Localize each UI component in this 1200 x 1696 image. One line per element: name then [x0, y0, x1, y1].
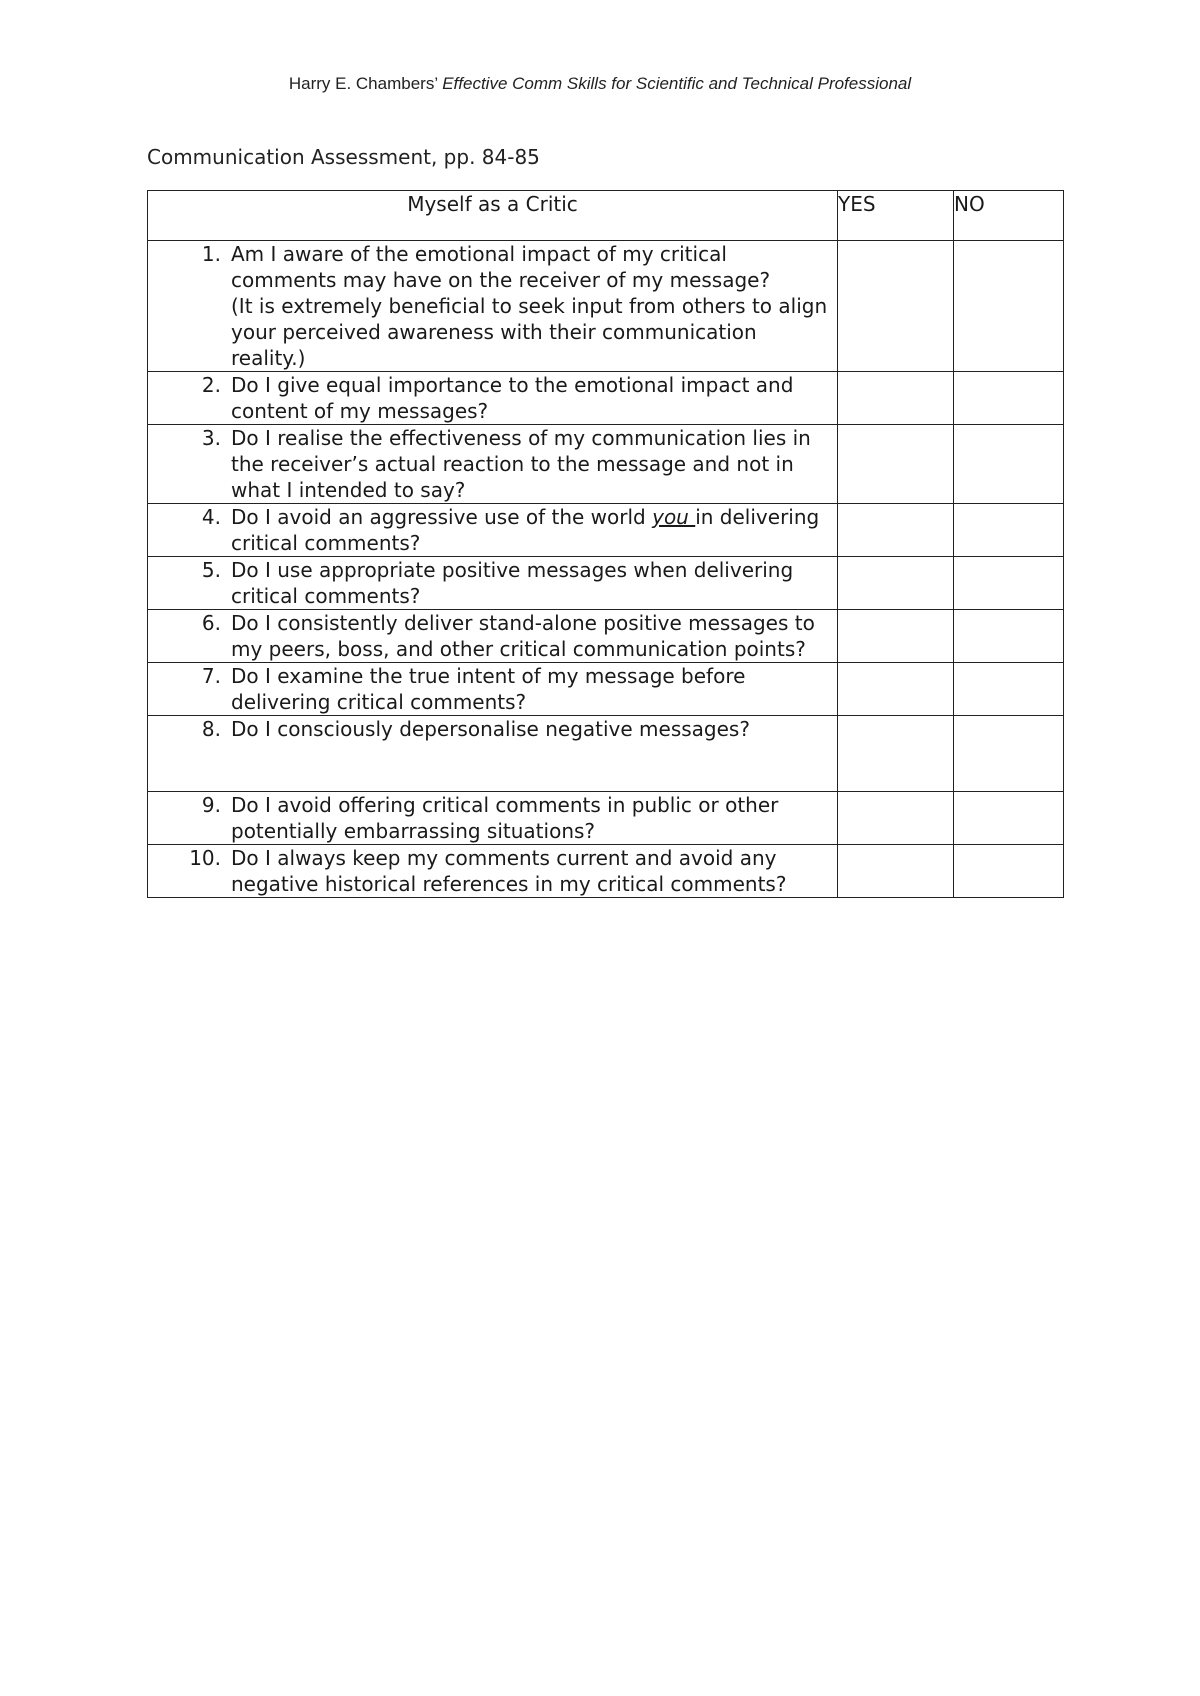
- question-cell: [148, 610, 838, 663]
- question-text: Do I avoid offering critical comments in public or other potentially embarrassing situations?: [231, 793, 779, 843]
- question-text: Do I give equal importance to the emotional impact and content of my messages?: [231, 373, 794, 423]
- table-header-row: [148, 191, 1064, 241]
- question-note: (It is extremely beneficial to seek input from others to align your perceived awareness with their communication reality.): [231, 294, 828, 370]
- yes-answer-cell[interactable]: [838, 241, 954, 372]
- no-answer-cell[interactable]: [954, 792, 1064, 845]
- question-text: Am I aware of the emotional impact of my critical comments may have on the receiver of my message?: [231, 242, 771, 292]
- question-cell: [148, 663, 838, 716]
- no-answer-cell[interactable]: [954, 716, 1064, 792]
- table-row: [148, 716, 1064, 792]
- table-row: [148, 792, 1064, 845]
- table-row: [148, 557, 1064, 610]
- question-cell: [148, 792, 838, 845]
- no-answer-cell[interactable]: [954, 425, 1064, 504]
- question-cell: [148, 425, 838, 504]
- table-row: [148, 610, 1064, 663]
- question-number: 10.: [189, 846, 221, 870]
- table-row: [148, 241, 1064, 372]
- question-number: 7.: [201, 664, 221, 688]
- question-cell: [148, 557, 838, 610]
- question-cell: [148, 504, 838, 557]
- header-author: Harry E. Chambers’: [288, 74, 443, 93]
- question-text: Do I use appropriate positive messages when delivering critical comments?: [231, 558, 794, 608]
- yes-answer-cell[interactable]: [838, 845, 954, 898]
- assessment-table: [147, 190, 1064, 898]
- question-text-after: in delivering critical comments?: [231, 505, 820, 555]
- table-row: [148, 425, 1064, 504]
- question-number: 1.: [201, 242, 221, 266]
- question-text-block: [231, 504, 837, 556]
- table-row: [148, 845, 1064, 898]
- no-column-header: NO: [954, 191, 1064, 241]
- table-row: [148, 504, 1064, 557]
- question-cell: [148, 372, 838, 425]
- no-answer-cell[interactable]: [954, 504, 1064, 557]
- question-number: 5.: [201, 558, 221, 582]
- question-cell: [148, 716, 838, 792]
- no-answer-cell[interactable]: [954, 663, 1064, 716]
- table-row: [148, 372, 1064, 425]
- no-answer-cell[interactable]: [954, 372, 1064, 425]
- yes-answer-cell[interactable]: [838, 504, 954, 557]
- yes-answer-cell[interactable]: [838, 372, 954, 425]
- no-answer-cell[interactable]: [954, 557, 1064, 610]
- question-cell: [148, 241, 838, 372]
- question-text: Do I consistently deliver stand-alone positive messages to my peers, boss, and other critical communication points?: [231, 611, 815, 661]
- question-number: 2.: [201, 373, 221, 397]
- yes-answer-cell[interactable]: [838, 425, 954, 504]
- document-title: Communication Assessment, pp. 84-85: [147, 145, 540, 169]
- question-column-header: Myself as a Critic: [148, 191, 838, 241]
- question-number: 8.: [201, 717, 221, 741]
- question-text-block: [231, 241, 837, 371]
- yes-column-header: YES: [838, 191, 954, 241]
- question-number: 4.: [201, 505, 221, 529]
- question-text-before: Do I avoid an aggressive use of the world: [231, 505, 653, 529]
- yes-answer-cell[interactable]: [838, 792, 954, 845]
- question-cell: [148, 845, 838, 898]
- question-text: Do I examine the true intent of my message before delivering critical comments?: [231, 664, 746, 714]
- no-answer-cell[interactable]: [954, 610, 1064, 663]
- yes-answer-cell[interactable]: [838, 557, 954, 610]
- table-row: [148, 663, 1064, 716]
- question-text: Do I consciously depersonalise negative messages?: [231, 717, 750, 741]
- no-answer-cell[interactable]: [954, 241, 1064, 372]
- question-number: 6.: [201, 611, 221, 635]
- no-answer-cell[interactable]: [954, 845, 1064, 898]
- yes-answer-cell[interactable]: [838, 610, 954, 663]
- question-text-emphasis: you: [652, 505, 696, 529]
- yes-answer-cell[interactable]: [838, 716, 954, 792]
- page-header: [0, 74, 1200, 94]
- question-text: Do I always keep my comments current and avoid any negative historical references in my critical comments?: [231, 846, 787, 896]
- header-book-title: Effective Comm Skills for Scientific and Technical Professional: [442, 74, 912, 93]
- yes-answer-cell[interactable]: [838, 663, 954, 716]
- question-number: 9.: [201, 793, 221, 817]
- question-text: Do I realise the effectiveness of my communication lies in the receiver’s actual reaction to the message and not in what I intended to say?: [231, 426, 811, 502]
- question-number: 3.: [201, 426, 221, 450]
